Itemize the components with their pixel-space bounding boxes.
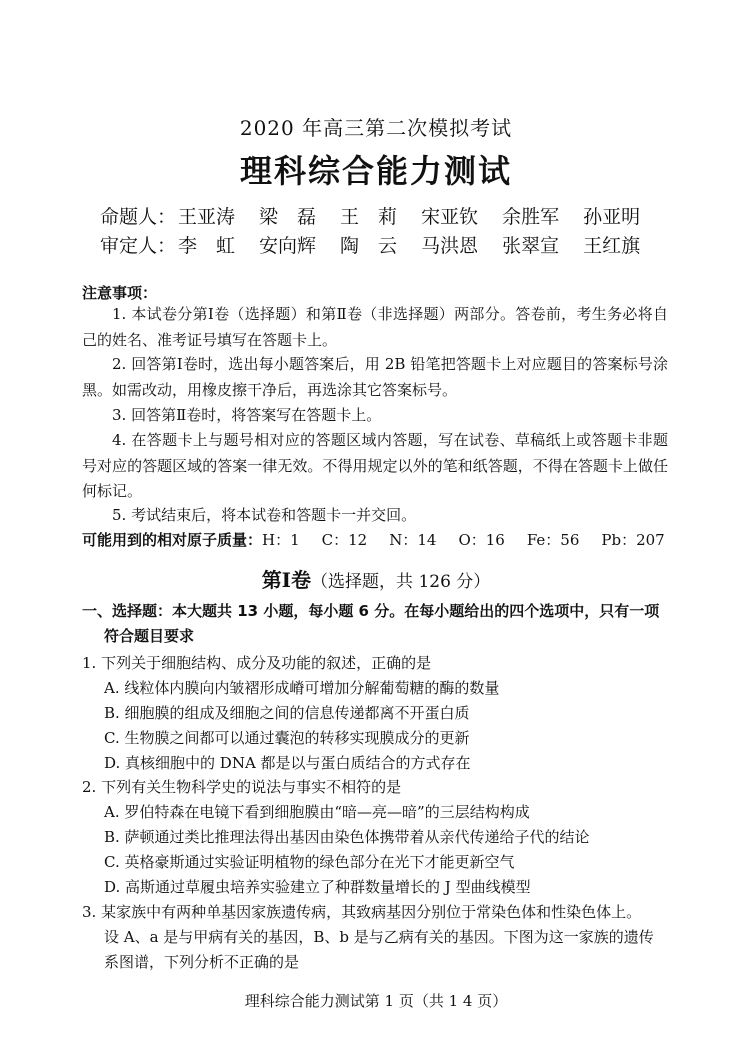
reviewer-name: 马洪恩 xyxy=(421,235,479,257)
page-footer: 理科综合能力测试第 1 页（共 1 4 页） xyxy=(244,992,508,1010)
reviewer-name: 李 虹 xyxy=(178,235,236,257)
atomic-mass-line xyxy=(82,529,665,550)
setters-line xyxy=(100,202,640,229)
atomic-mass-value: O：16 xyxy=(458,531,505,549)
reviewers-line xyxy=(100,231,640,258)
note-item: 2. 回答第Ⅰ卷时，选出每小题答案后，用 2B 铅笔把答题卡上对应题目的答案标号涂黑。如需改动，用橡皮擦干净后，再选涂其它答案标号。 xyxy=(82,355,668,399)
atomic-mass-value: Fe：56 xyxy=(526,531,580,549)
volume-heading xyxy=(0,564,752,593)
volume-title: 第Ⅰ卷 xyxy=(261,568,312,592)
question-option: A. 线粒体内膜向内皱褶形成嵴可增加分解葡萄糖的酶的数量 xyxy=(104,679,500,697)
question-stem-cont: 系图谱，下列分析不正确的是 xyxy=(104,953,300,971)
setter-label: 命题人： xyxy=(100,206,177,228)
note-item: 4. 在答题卡上与题号相对应的答题区域内答题，写在试卷、草稿纸上或答题卡非题号对应的答题区域的答案一律无效。不得用规定以外的笔和纸答题，不得在答题卡上做任何标记。 xyxy=(82,431,668,500)
volume-subtitle: （选择题，共 126 分） xyxy=(311,572,491,592)
note-item: 1. 本试卷分第Ⅰ卷（选择题）和第Ⅱ卷（非选择题）两部分。答卷前，考生务必将自己的姓名、准考证号填写在答题卡上。 xyxy=(82,305,668,349)
question-option: D. 高斯通过草履虫培养实验建立了种群数量增长的 J 型曲线模型 xyxy=(104,878,531,896)
atomic-mass-value: C：12 xyxy=(321,531,368,549)
reviewer-name: 张翠宣 xyxy=(502,235,560,257)
question-stem: 2. 下列有关生物科学史的说法与事实不相符的是 xyxy=(82,778,402,796)
atomic-mass-value: Pb：207 xyxy=(601,531,665,549)
subject-title: 理科综合能力测试 xyxy=(239,152,512,190)
question-option: C. 生物膜之间都可以通过囊泡的转移实现膜成分的更新 xyxy=(104,729,470,747)
setter-name: 梁 磊 xyxy=(259,206,317,228)
setter-name: 孙亚明 xyxy=(583,206,641,228)
reviewer-name: 王红旗 xyxy=(583,235,641,257)
setter-name: 王 莉 xyxy=(340,206,398,228)
section-heading xyxy=(82,599,672,649)
section-heading-line: 一、选择题：本大题共 13 小题，每小题 6 分。在每小题给出的四个选项中，只有一项 xyxy=(82,602,660,620)
question-option: A. 罗伯特森在电镜下看到细胞膜由“暗—亮—暗”的三层结构构成 xyxy=(104,803,530,821)
question-option: C. 英格豪斯通过实验证明植物的绿色部分在光下才能更新空气 xyxy=(104,853,515,871)
note-item: 3. 回答第Ⅱ卷时，将答案写在答题卡上。 xyxy=(112,406,382,424)
reviewer-name: 安向辉 xyxy=(259,235,317,257)
reviewer-name: 陶 云 xyxy=(340,235,398,257)
question-stem-cont: 设 A、a 是与甲病有关的基因，B、b 是与乙病有关的基因。下图为这一家族的遗传 xyxy=(104,928,654,946)
atomic-mass-value: N：14 xyxy=(389,531,437,549)
setter-name: 宋亚钦 xyxy=(421,206,479,228)
question-stem: 1. 下列关于细胞结构、成分及功能的叙述，正确的是 xyxy=(82,654,432,672)
atomic-mass-label: 可能用到的相对原子质量： xyxy=(82,531,263,549)
question-option: B. 细胞膜的组成及细胞之间的信息传递都离不开蛋白质 xyxy=(104,704,470,722)
setter-name: 王亚涛 xyxy=(178,206,236,228)
exam-title: 2020 年高三第二次模拟考试 xyxy=(239,116,513,140)
reviewer-label: 审定人： xyxy=(100,235,177,257)
notes-heading: 注意事项： xyxy=(82,284,158,302)
section-heading-line: 符合题目要求 xyxy=(104,627,195,645)
question-option: D. 真核细胞中的 DNA 都是以与蛋白质结合的方式存在 xyxy=(104,754,471,772)
atomic-mass-value: H：1 xyxy=(262,531,300,549)
setter-name: 余胜军 xyxy=(502,206,560,228)
note-item: 5. 考试结束后，将本试卷和答题卡一并交回。 xyxy=(112,506,417,524)
question-option: B. 萨顿通过类比推理法得出基因由染色体携带着从亲代传递给子代的结论 xyxy=(104,828,590,846)
question-stem: 3. 某家族中有两种单基因家族遗传病，其致病基因分别位于常染色体和性染色体上。 xyxy=(82,903,642,921)
